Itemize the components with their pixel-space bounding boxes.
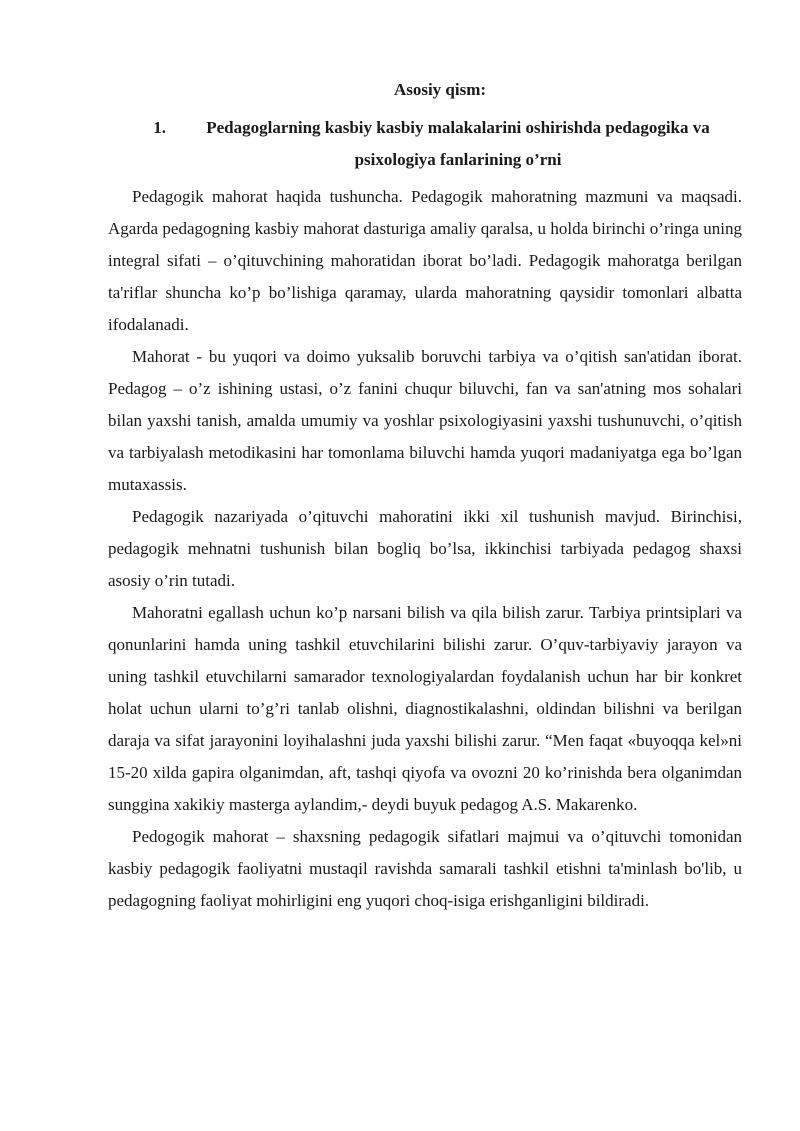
paragraph-5: Pedogogik mahorat – shaxsning pedagogik sifatlari majmui va o’qituvchi tomonidan kasbiy pedagogik faoliyatni mustaqil ravishda samarali tashkil etishni ta'minlash bo'lib, u pedagogning faoliyat mohirligini eng yuqori choq-isiga erishganligini bildiradi. [108,827,742,910]
section-title: Asosiy qism: [393,80,487,99]
heading-number: 1. [153,118,166,137]
chapter-heading [108,112,742,176]
paragraph-2: Mahorat - bu yuqori va doimo yuksalib boruvchi tarbiya va o’qitish san'atidan iborat. Pedagog – o’z ishining ustasi, o’z fanini chuqur biluvchi, fan va san'atning mos sohalari bilan yaxshi tanish, amalda umumiy va yoshlar psixologiyasini yaxshi tushunuvchi, o’qitish va tarbiyalash metodikasini har tomonlama biluvchi hamda yuqori madaniyatga ega bo’lgan mutaxassis. [108,347,742,494]
paragraph-1: Pedagogik mahorat haqida tushuncha. Pedagogik mahoratning mazmuni va maqsadi. Agarda pedagogning kasbiy mahorat dasturiga amaliy qaralsa, u holda birinchi o’ringa uning integral sifati – o’qituvchining mahoratidan iborat bo’ladi. Pedagogik mahoratga berilgan ta'riflar shuncha ko’p bo’lishiga qaramay, ularda mahoratning qaysidir tomonlari albatta ifodalanadi. [108,187,742,334]
document-page [108,74,742,917]
heading-text: Pedagoglarning kasbiy kasbiy malakalarini oshirishda pedagogika va psixologiya fanlarining o’rni [206,118,710,169]
paragraph-3: Pedagogik nazariyada o’qituvchi mahoratini ikki xil tushunish mavjud. Birinchisi, pedagogik mehnatni tushunish bilan bogliq bo’lsa, ikkinchisi tarbiyada pedagog shaxsi asosiy o’rin tutadi. [108,507,742,590]
paragraph-4: Mahoratni egallash uchun ko’p narsani bilish va qila bilish zarur. Tarbiya printsiplari va qonunlarini hamda uning tashkil etuvchilarini bilishi zarur. O’quv-tarbiyaviy jarayon va uning tashkil etuvchilarni samarador texnologiyalardan foydalanish uchun har bir konkret holat uchun ularni to’g’ri tanlab olishni, diagnostikalashni, oldindan bilishni va berilgan daraja va sifat jarayonini loyihalashni juda yaxshi bilishi zarur. “Men faqat «buyoqqa kel»ni 15-20 xilda gapira olganimdan, aft, tashqi qiyofa va ovozni 20 ko’rinishda bera olganimdan sunggina xakikiy masterga aylandim,- deydi buyuk pedagog A.S. Makarenko. [108,603,742,814]
